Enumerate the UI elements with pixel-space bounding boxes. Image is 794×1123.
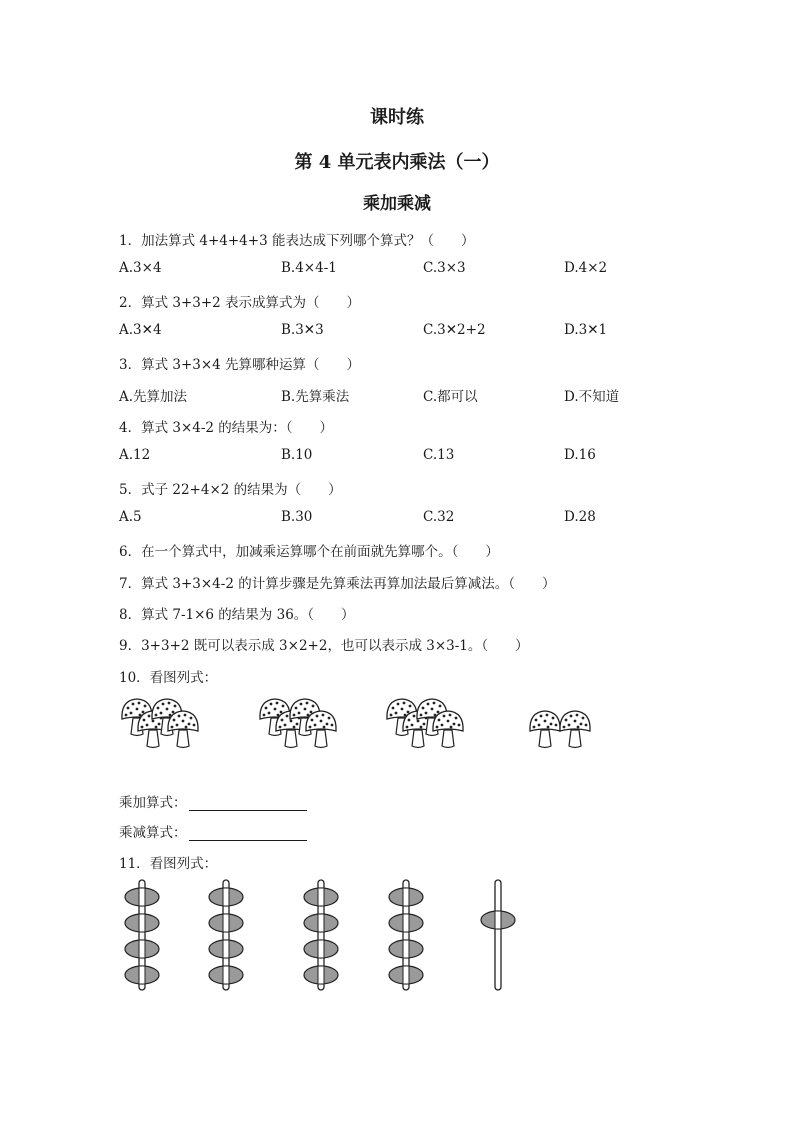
- question-text: 2．算式 3+3+2 表示成算式为（ ）: [119, 295, 361, 311]
- bead-icon: [304, 914, 338, 932]
- bead-icon: [481, 911, 515, 929]
- bead-icon: [389, 940, 423, 958]
- mushroom-group: [387, 699, 463, 748]
- bead-icon: [209, 914, 243, 932]
- sub-formula-blank[interactable]: [189, 826, 307, 841]
- judgment-6: 6．在一个算式中，加减乘运算哪个在前面就先算哪个。（ ）: [119, 544, 499, 560]
- question-text: 4．算式 3×4-2 的结果为：（ ）: [119, 420, 334, 436]
- judgment-9: 9．3+3+2 既可以表示成 3×2+2，也可以表示成 3×3-1。（ ）: [119, 638, 529, 654]
- question-text: 1．加法算式 4+4+4+3 能表达成下列哪个算式？（ ）: [119, 233, 475, 249]
- option-b[interactable]: B.先算乘法: [281, 389, 350, 405]
- judgment-7: 7．算式 3+3×4-2 的计算步骤是先算乘法再算加法最后算减法。（ ）: [119, 576, 556, 592]
- mushroom-icon: [530, 711, 560, 748]
- add-formula-label: 乘加算式：: [119, 795, 187, 811]
- sub-formula-line: [119, 821, 307, 841]
- mushroom-icon: [168, 711, 198, 748]
- abacus-rod: [304, 880, 338, 990]
- bead-icon: [304, 888, 338, 906]
- add-formula-blank[interactable]: [189, 796, 307, 811]
- option-b[interactable]: B.10: [281, 447, 313, 463]
- option-d[interactable]: D.16: [564, 447, 596, 463]
- question-10-label: 10．看图列式：: [119, 670, 218, 686]
- mushroom-icon: [560, 711, 590, 748]
- abacus-picture: [0, 875, 794, 995]
- sub-formula-label: 乘减算式：: [119, 825, 187, 841]
- mushroom-group: [122, 699, 198, 748]
- option-c[interactable]: C.3×3: [423, 260, 466, 276]
- option-a[interactable]: A.3✕4: [119, 322, 162, 338]
- unit-title: 第 4 单元表内乘法（一）: [294, 152, 500, 173]
- option-c[interactable]: C.13: [423, 447, 455, 463]
- mushroom-icon: [433, 711, 463, 748]
- bead-icon: [389, 914, 423, 932]
- mushroom-icon: [306, 711, 336, 748]
- question-11-label: 11．看图列式：: [119, 856, 218, 872]
- option-b[interactable]: B.3✕3: [281, 322, 324, 338]
- bead-icon: [209, 888, 243, 906]
- option-d[interactable]: D.4×2: [564, 260, 608, 276]
- option-b[interactable]: B.30: [281, 509, 313, 525]
- option-a[interactable]: A.12: [119, 447, 151, 463]
- lesson-title: 乘加乘减: [363, 194, 431, 214]
- worksheet-title: 课时练: [370, 107, 424, 128]
- abacus-rod: [209, 880, 243, 990]
- bead-icon: [209, 940, 243, 958]
- abacus-rod: [389, 880, 423, 990]
- mushroom-picture: [0, 690, 794, 750]
- option-c[interactable]: C.都可以: [423, 389, 478, 405]
- question-text: 5．式子 22+4×2 的结果为（ ）: [119, 482, 342, 498]
- bead-icon: [125, 888, 159, 906]
- add-formula-line: [119, 791, 307, 811]
- option-d[interactable]: D.28: [564, 509, 596, 525]
- bead-icon: [304, 966, 338, 984]
- bead-icon: [125, 966, 159, 984]
- option-c[interactable]: C.32: [423, 509, 455, 525]
- mushroom-group: [530, 711, 590, 748]
- question-text: 3．算式 3+3×4 先算哪种运算（ ）: [119, 357, 361, 373]
- abacus-rod: [481, 880, 515, 990]
- option-a[interactable]: A.先算加法: [119, 389, 188, 405]
- mushroom-group: [260, 699, 336, 748]
- bead-icon: [389, 888, 423, 906]
- judgment-8: 8．算式 7-1×6 的结果为 36。（ ）: [119, 607, 355, 623]
- option-d[interactable]: D.不知道: [564, 389, 620, 405]
- bead-icon: [125, 940, 159, 958]
- option-c[interactable]: C.3✕2+2: [423, 322, 486, 338]
- option-b[interactable]: B.4×4-1: [281, 260, 337, 276]
- option-a[interactable]: A.3×4: [119, 260, 162, 276]
- option-d[interactable]: D.3✕1: [564, 322, 608, 338]
- bead-icon: [304, 940, 338, 958]
- bead-icon: [209, 966, 243, 984]
- abacus-rod: [125, 880, 159, 990]
- bead-icon: [125, 914, 159, 932]
- option-a[interactable]: A.5: [119, 509, 142, 525]
- bead-icon: [389, 966, 423, 984]
